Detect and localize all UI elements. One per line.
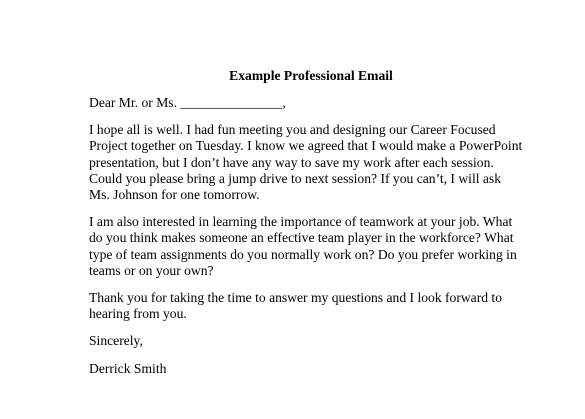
body-paragraph-3: Thank you for taking the time to answer my questions and I look forward to hearing from you.	[89, 290, 503, 322]
signature: Derrick Smith	[89, 360, 167, 376]
document-title: Example Professional Email	[229, 68, 393, 83]
closing: Sincerely,	[89, 333, 143, 349]
salutation: Dear Mr. or Ms. _______________,	[89, 95, 286, 110]
body-paragraph-2: I am also interested in learning the importance of teamwork at your job. What do you think makes someone an effective team player in the workforce? What type of team assignments do you normally work on? Do you prefer working in teams or on your own?	[89, 214, 517, 278]
body-paragraph-1: I hope all is well. I had fun meeting you and designing our Career Focused Project together on Tuesday. I know we agreed that I would make a PowerPoint presentation, but I don’t have any way to save my work after each session. Could you please bring a jump drive to next session? If you can’t, I will ask Ms. Johnson for one tomorrow.	[89, 122, 523, 203]
